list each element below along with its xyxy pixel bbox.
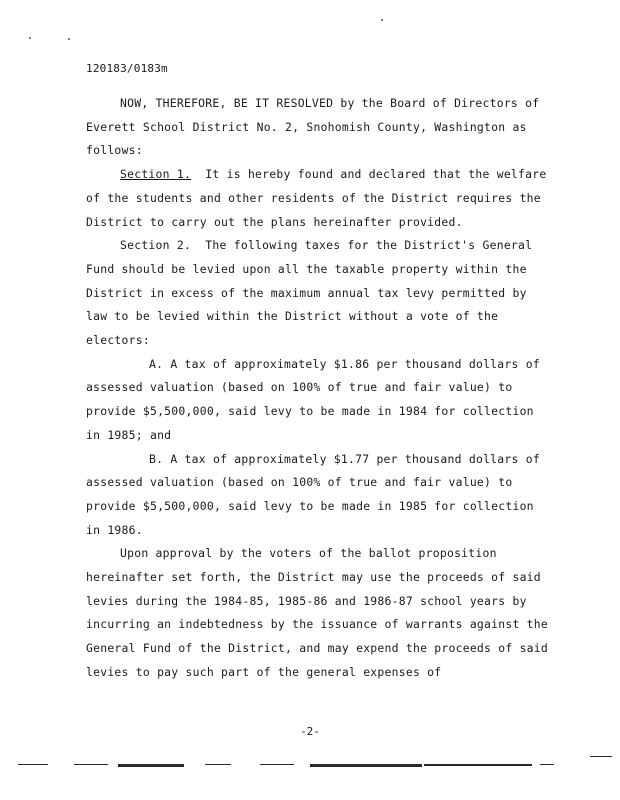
- section-1-paragraph: [86, 163, 548, 234]
- scan-artifact-bar: [118, 764, 184, 767]
- scan-artifact-bar: [74, 764, 108, 765]
- page-number: -2-: [300, 725, 320, 738]
- section-1-label: Section 1.: [120, 167, 192, 182]
- scan-artifact-bar: [424, 764, 532, 766]
- resolution-body: [86, 92, 548, 685]
- levy-item-a: A. A tax of approximately $1.86 per thousand dollars of assessed valuation (based on 100% of true and fair value) to provide $5,500,000, said levy to be made in 1984 for collection in 1985; and: [86, 356, 540, 442]
- intro-paragraph: NOW, THEREFORE, BE IT RESOLVED by the Board of Directors of Everett School District No. 2, Snohomish County, Washington as follows:: [86, 96, 540, 158]
- section-2-label: Section 2.: [120, 238, 192, 253]
- scan-speck: [68, 38, 70, 40]
- document-id: 120183/0183m: [86, 62, 168, 75]
- scan-artifact-bar: [310, 764, 422, 767]
- section-2-paragraph: [86, 234, 548, 353]
- section-2-text: The following taxes for the District's General Fund should be levied upon all the taxable property within the District in excess of the maximum annual tax levy permitted by law to be levied within the District without a vote of the electors:: [86, 238, 533, 348]
- scan-artifact-bar: [205, 764, 231, 765]
- scan-artifact-bar: [590, 756, 612, 757]
- section-1-text: It is hereby found and declared that the welfare of the students and other residents of the District requires the District to carry out the plans hereinafter provided.: [86, 167, 547, 229]
- scan-artifact-bar: [260, 764, 294, 765]
- scan-speck: [29, 37, 31, 39]
- scan-artifact-bar: [540, 764, 554, 765]
- scan-artifact-bar: [18, 764, 48, 765]
- levy-item-b: B. A tax of approximately $1.77 per thousand dollars of assessed valuation (based on 100% of true and fair value) to provide $5,500,000, said levy to be made in 1985 for collection in 1986.: [86, 451, 540, 537]
- closing-paragraph: Upon approval by the voters of the ballot proposition hereinafter set forth, the District may use the proceeds of said levies during the 1984-85, 1985-86 and 1986-87 school years by incurring an indebtedness by the issuance of warrants against the General Fund of the District, and may expend the proceeds of said levies to pay such part of the general expenses of: [86, 546, 549, 679]
- scan-speck: [381, 19, 383, 21]
